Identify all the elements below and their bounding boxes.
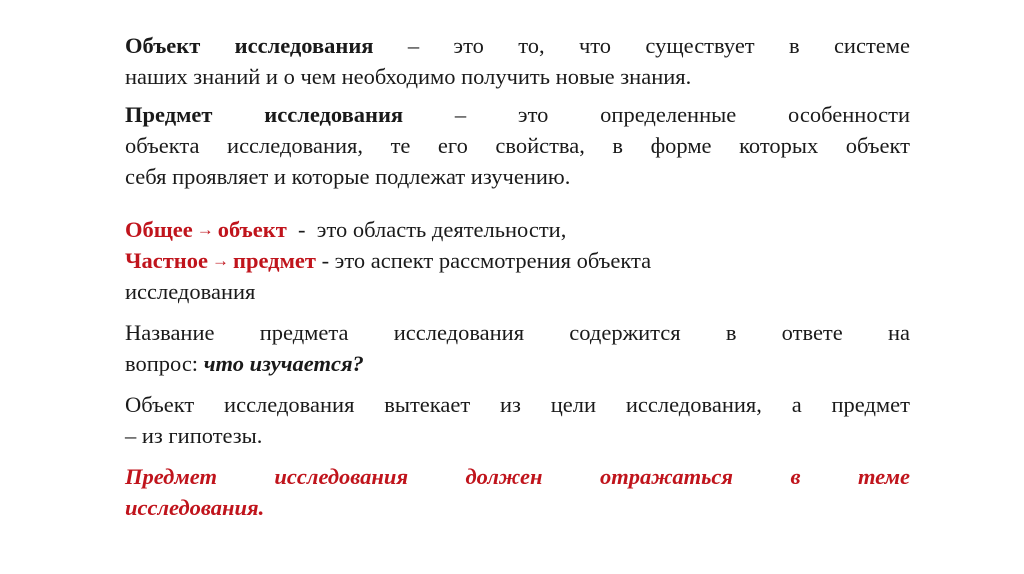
object-term: Объект исследования: [125, 33, 374, 58]
subject-definition-text: – это определенные особенности: [403, 102, 910, 127]
object-definition-text: – это то, что существует в системе: [373, 33, 910, 58]
object-definition-line2: наших знаний и о чем необходимо получить новые знания.: [125, 64, 692, 89]
conclusion-line2: исследования.: [125, 495, 265, 520]
subject-name-line2: [125, 348, 910, 379]
goal-hypothesis-line1: Объект исследования вытекает из цели исследования, а предмет: [125, 392, 910, 417]
arrow-right-icon: →: [196, 220, 214, 239]
general-object-line: [125, 214, 910, 245]
subject-definition-line1: [125, 99, 910, 130]
slide-content: [125, 30, 910, 523]
general-label: Общее: [125, 217, 193, 242]
subject-name-line1: Название предмета исследования содержится в ответе на: [125, 320, 910, 345]
particular-text: - это аспект рассмотрения объекта: [315, 248, 652, 273]
subject-definition-line3: себя проявляет и которые подлежат изучению.: [125, 164, 571, 189]
particular-subject-line2: исследования: [125, 279, 256, 304]
question-text: что изучается?: [203, 351, 364, 376]
subject-definition-line2: объекта исследования, те его свойства, в форме которых объект: [125, 133, 910, 158]
object-label: объект: [217, 217, 287, 242]
arrow-right-icon: →: [212, 251, 230, 270]
general-text: - это область деятельности,: [286, 217, 567, 242]
subject-label: предмет: [233, 248, 316, 273]
question-prefix: вопрос:: [125, 351, 204, 376]
object-definition-line1: [125, 30, 910, 61]
particular-label: Частное: [125, 248, 209, 273]
goal-hypothesis-line2: – из гипотезы.: [125, 423, 263, 448]
particular-subject-line: [125, 245, 910, 276]
conclusion-line1: Предмет исследования должен отражаться в теме: [125, 464, 910, 489]
subject-term: Предмет исследования: [125, 102, 404, 127]
